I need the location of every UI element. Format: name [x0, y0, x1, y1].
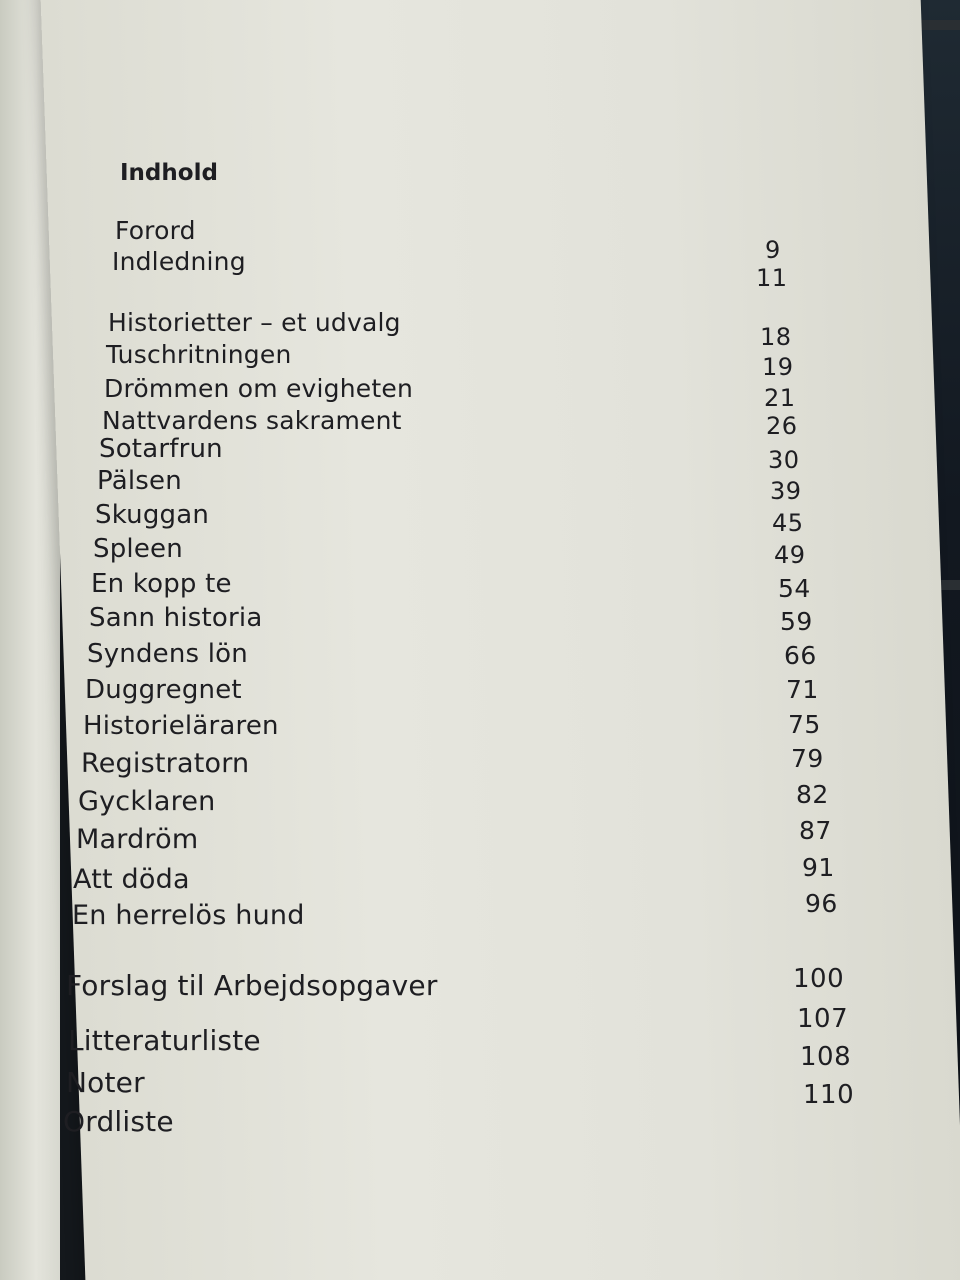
toc-entry-title: Skuggan [95, 500, 210, 530]
toc-entry-title: Sotarfrun [99, 434, 223, 464]
toc-entry-page: 39 [770, 477, 802, 505]
toc-entry-page: 100 [793, 964, 845, 994]
toc-entry-title: Gycklaren [78, 786, 216, 817]
toc-entry-title: Noter [66, 1066, 145, 1099]
toc-entry-page: 79 [791, 744, 824, 773]
toc-entry-title: Pälsen [97, 466, 182, 496]
toc-entry-title: Registratorn [81, 748, 250, 779]
toc-entry-title: Forord [115, 216, 196, 245]
toc-entry-title: Ordliste [63, 1105, 174, 1138]
toc-entry-title: Drömmen om evigheten [104, 374, 413, 403]
toc-entry-page: 18 [760, 323, 792, 351]
toc-entry-page: 54 [778, 574, 811, 603]
toc-entry-page: 82 [796, 780, 829, 809]
toc-entry-title: Syndens lön [87, 639, 248, 669]
toc-entry-page: 49 [774, 541, 806, 569]
toc-entry-title: Indledning [112, 247, 246, 276]
toc-entry-title: Historietter – et udvalg [108, 308, 401, 337]
toc-entry-title: Duggregnet [85, 675, 242, 705]
toc-entry-page: 21 [764, 384, 796, 412]
toc-entry-title: Tuschritningen [106, 340, 292, 369]
toc-entry-page: 30 [768, 446, 800, 474]
toc-entry-page: 110 [803, 1080, 855, 1110]
toc-entry-title: Litteraturliste [68, 1024, 261, 1057]
toc-entry-page: 91 [802, 853, 835, 882]
toc-entry-page: 59 [780, 607, 813, 636]
toc-entry-title: Sann historia [89, 603, 263, 633]
toc-entry-title: Nattvardens sakrament [102, 406, 402, 435]
toc-entry-title: En herrelös hund [72, 900, 305, 931]
toc-entry-page: 108 [800, 1042, 852, 1072]
toc-entry-page: 9 [765, 236, 781, 264]
toc-entry-page: 26 [766, 412, 798, 440]
toc-entry-page: 45 [772, 509, 804, 537]
toc-entry-title: Forslag til Arbejdsopgaver [66, 969, 438, 1002]
toc-entry-title: Historieläraren [83, 711, 279, 741]
toc-entry-page: 96 [805, 889, 838, 918]
toc-entry-page: 75 [788, 710, 821, 739]
toc-entry-page: 19 [762, 353, 794, 381]
toc-entry-title: Mardröm [76, 824, 199, 855]
toc-entry-page: 66 [784, 641, 817, 670]
toc-entry-page: 71 [786, 675, 819, 704]
toc-heading: Indhold [120, 160, 218, 186]
toc-entry-title: En kopp te [91, 569, 232, 599]
toc-entry-title: Spleen [93, 534, 183, 564]
toc-entry-title: Att döda [73, 864, 190, 895]
toc-entry-page: 107 [797, 1004, 849, 1034]
toc-entry-page: 11 [756, 264, 788, 292]
toc-entry-page: 87 [799, 816, 832, 845]
